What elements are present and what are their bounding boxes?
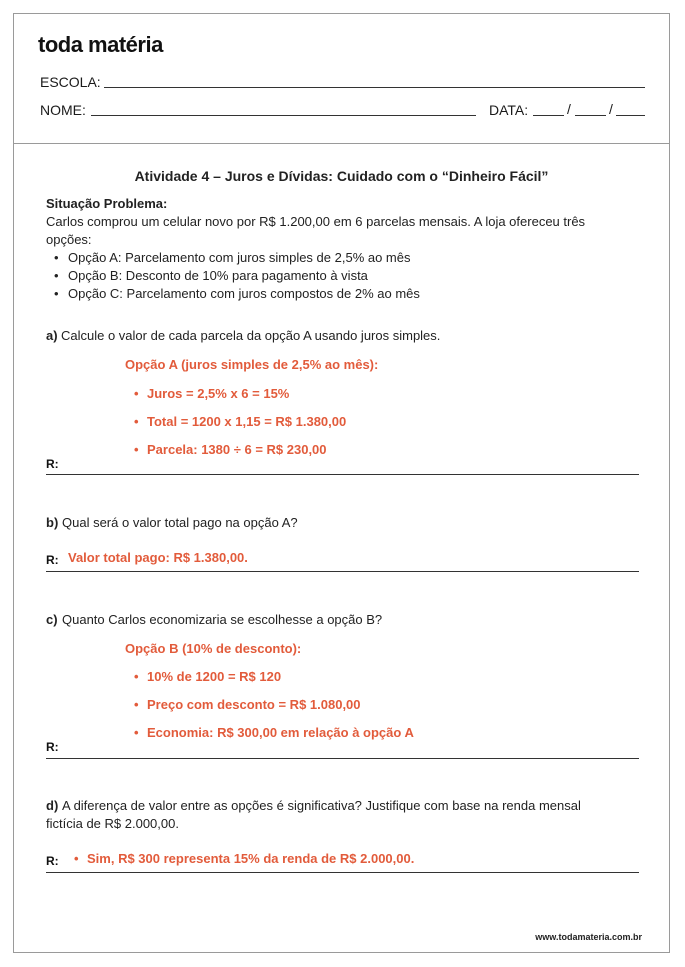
r-label: R: — [46, 457, 59, 471]
header-divider — [13, 143, 670, 144]
date-label: DATA: — [489, 102, 529, 118]
date-day-field[interactable] — [533, 115, 564, 116]
r-label: R: — [46, 740, 59, 754]
question-text: fictícia de R$ 2.000,00. — [46, 816, 179, 831]
activity-title: Atividade 4 – Juros e Dívidas: Cuidado com o “Dinheiro Fácil” — [134, 168, 549, 184]
question-text: A diferença de valor entre as opções é significativa? Justifique com base na renda mensal — [62, 798, 581, 813]
school-label: ESCOLA: — [40, 74, 101, 90]
name-label: NOME: — [40, 102, 86, 118]
question-letter: d) — [46, 798, 59, 813]
answer-item: • Preço com desconto = R$ 1.080,00 — [134, 697, 361, 712]
answer-line[interactable] — [46, 571, 639, 572]
date-separator: / — [609, 101, 613, 117]
question-letter: a) — [46, 328, 58, 343]
answer-text: Valor total pago: R$ 1.380,00. — [68, 550, 248, 565]
situation-heading: Situação Problema: — [46, 196, 168, 211]
question-text: Qual será o valor total pago na opção A? — [62, 515, 298, 530]
option-item: • Opção A: Parcelamento com juros simples de 2,5% ao mês — [54, 250, 411, 265]
answer-item: • Total = 1200 x 1,15 = R$ 1.380,00 — [134, 414, 346, 429]
answer-line[interactable] — [46, 872, 639, 873]
date-separator: / — [567, 101, 571, 117]
date-month-field[interactable] — [575, 115, 606, 116]
site-url: www.todamateria.com.br — [535, 932, 642, 942]
school-field[interactable] — [104, 87, 645, 88]
answer-item: • 10% de 1200 = R$ 120 — [134, 669, 281, 684]
situation-text: Carlos comprou um celular novo por R$ 1.200,00 em 6 parcelas mensais. A loja ofereceu três — [46, 214, 586, 229]
answer-line[interactable] — [46, 758, 639, 759]
r-label: R: — [46, 854, 59, 868]
answer-item: • Parcela: 1380 ÷ 6 = R$ 230,00 — [134, 442, 327, 457]
option-item: • Opção B: Desconto de 10% para pagamento à vista — [54, 268, 368, 283]
situation-text: opções: — [46, 232, 92, 247]
answer-title: Opção A (juros simples de 2,5% ao mês): — [125, 357, 379, 372]
question-text: Quanto Carlos economizaria se escolhesse a opção B? — [62, 612, 383, 627]
question-letter: b) — [46, 515, 59, 530]
answer-text: • Sim, R$ 300 representa 15% da renda de R$ 2.000,00. — [74, 851, 414, 866]
r-label: R: — [46, 553, 59, 567]
answer-title: Opção B (10% de desconto): — [125, 641, 302, 656]
answer-item: • Economia: R$ 300,00 em relação à opção A — [134, 725, 414, 740]
answer-line[interactable] — [46, 474, 639, 475]
name-field[interactable] — [91, 115, 476, 116]
question-text: Calcule o valor de cada parcela da opção A usando juros simples. — [61, 328, 441, 343]
brand-logo: toda matéria — [38, 32, 163, 57]
question-letter: c) — [46, 612, 58, 627]
date-year-field[interactable] — [616, 115, 645, 116]
option-item: • Opção C: Parcelamento com juros compostos de 2% ao mês — [54, 286, 420, 301]
answer-item: • Juros = 2,5% x 6 = 15% — [134, 386, 289, 401]
